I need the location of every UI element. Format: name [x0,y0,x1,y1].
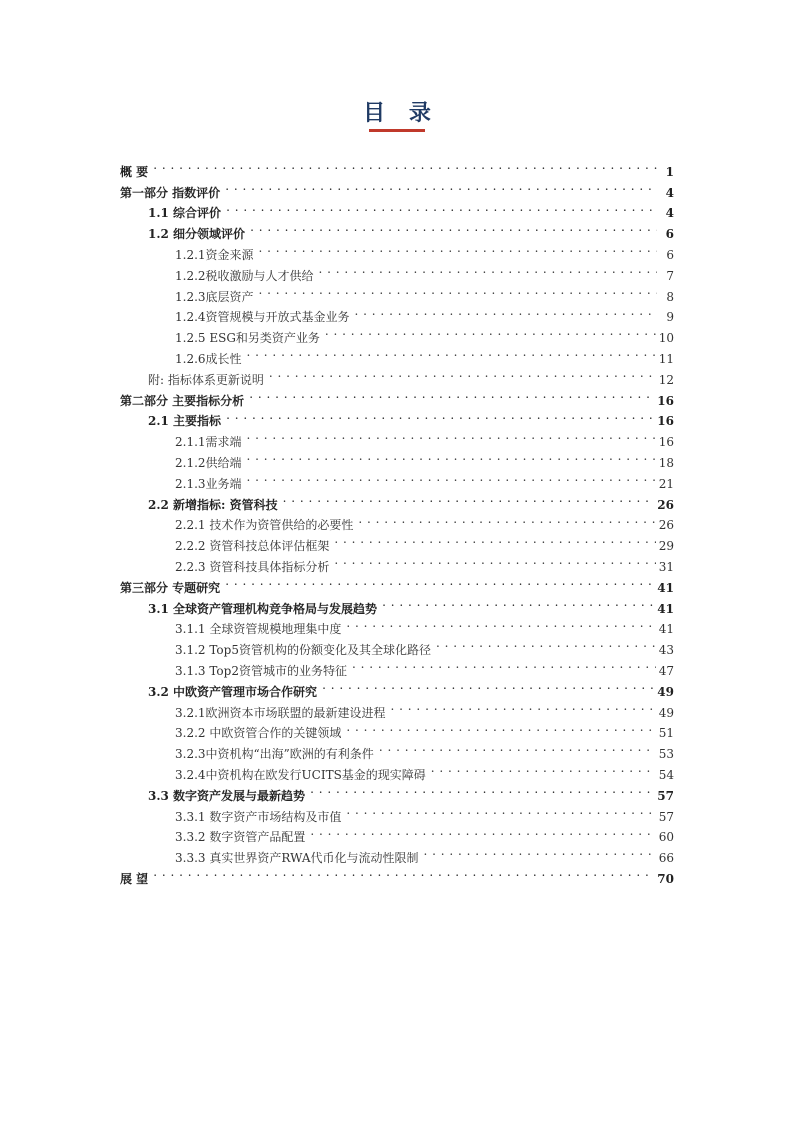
toc-entry-page-number: 6 [665,227,674,242]
toc-dot-leader [153,155,657,176]
toc-entry-label: 1.2.1资金来源 [175,247,254,262]
toc-dot-leader [391,696,656,717]
toc-entry-label: 3.3.3 真实世界资产RWA代币化与流动性限制 [175,851,419,866]
toc-entry-label: 2.2.1 技术作为资管供给的必要性 [175,518,354,533]
toc-dot-leader [226,197,657,218]
toc-dot-leader [250,217,657,238]
toc-dot-leader [225,176,657,197]
toc-entry-page-number: 49 [657,684,674,699]
toc-entry[interactable] [120,862,674,886]
toc-entry[interactable] [120,176,674,200]
title-underline [369,129,425,132]
toc-entry-label: 2.2 新增指标: 资管科技 [148,497,278,512]
toc-entry-page-number: 66 [658,851,674,866]
title-block [0,100,794,132]
toc-entry-page-number: 10 [658,331,674,346]
toc-entry-label: 3.1.1 全球资管规模地理集中度 [175,622,342,637]
toc-dot-leader [269,363,656,384]
toc-entry[interactable] [120,155,674,179]
toc-entry-page-number: 70 [657,871,674,886]
toc-entry-page-number: 4 [665,206,674,221]
toc-entry-page-number: 41 [657,580,674,595]
toc-dot-leader [346,800,655,821]
toc-dot-leader [325,321,656,342]
toc-dot-leader [310,821,655,842]
toc-entry-page-number: 9 [666,310,674,325]
toc-entry-page-number: 8 [666,289,674,304]
toc-entry-page-number: 26 [657,497,674,512]
toc-dot-leader [322,675,654,696]
toc-entry-label: 3.3.1 数字资产市场结构及市值 [175,809,342,824]
toc-entry-page-number: 51 [658,726,674,741]
toc-entry-label: 2.2.2 资管科技总体评估框架 [175,539,330,554]
toc-dot-leader [249,384,654,405]
toc-entry-label: 2.1.1需求端 [175,435,242,450]
toc-dot-leader [319,259,657,280]
toc-entry-label: 1.2.2税收激励与人才供给 [175,268,314,283]
toc-entry-label: 1.2.3底层资产 [175,289,254,304]
toc-dot-leader [247,467,656,488]
toc-entry-label: 3.2.1欧洲资本市场联盟的最新建设进程 [175,705,386,720]
toc-entry-label: 3.2.3中资机构“出海”欧洲的有利条件 [175,747,374,762]
toc-entry-page-number: 53 [658,747,674,762]
toc-entry-label: 3.1.3 Top2资管城市的业务特征 [175,663,347,678]
toc-entry-label: 2.2.3 资管科技具体指标分析 [175,559,330,574]
toc-entry-label: 3.1.2 Top5资管机构的份额变化及其全球化路径 [175,643,431,658]
toc-entry-label: 附: 指标体系更新说明 [148,372,264,387]
toc-entry-label: 3.1 全球资产管理机构竞争格局与发展趋势 [148,601,378,616]
toc-entry-page-number: 11 [658,351,674,366]
toc-entry-label: 3.3 数字资产发展与最新趋势 [148,788,306,803]
toc-entry-label: 3.3.2 数字资管产品配置 [175,830,306,845]
toc-entry-page-number: 41 [658,622,674,637]
table-of-contents [120,155,674,886]
toc-entry-page-number: 26 [658,518,674,533]
toc-entry-label: 1.2 细分领域评价 [148,227,246,242]
toc-entry-page-number: 1 [665,164,674,179]
toc-dot-leader [225,571,654,592]
toc-entry-label: 概 要 [120,164,149,179]
toc-entry-label: 第一部分 指数评价 [120,185,221,200]
toc-entry-label: 展 望 [120,871,149,886]
toc-entry-page-number: 57 [658,809,674,824]
toc-entry-page-number: 12 [658,372,674,387]
toc-dot-leader [346,717,655,738]
toc-dot-leader [283,488,655,509]
toc-dot-leader [259,238,657,259]
toc-dot-leader [247,446,656,467]
toc-entry-label: 2.1.3业务端 [175,476,242,491]
toc-dot-leader [431,758,656,779]
toc-dot-leader [334,550,655,571]
toc-entry-label: 第二部分 主要指标分析 [120,393,245,408]
toc-entry-page-number: 16 [658,435,674,450]
toc-dot-leader [153,862,654,883]
toc-dot-leader [358,509,655,530]
toc-entry-label: 1.2.4资管规模与开放式基金业务 [175,310,350,325]
toc-entry-page-number: 49 [658,705,674,720]
toc-dot-leader [226,405,654,426]
toc-entry-label: 3.2.4中资机构在欧发行UCITS基金的现实障碍 [175,767,426,782]
toc-entry-page-number: 31 [658,559,674,574]
toc-dot-leader [346,613,655,634]
toc-entry-label: 1.2.5 ESG和另类资产业务 [175,331,320,346]
toc-entry-page-number: 21 [658,476,674,491]
toc-dot-leader [259,280,657,301]
toc-entry-label: 2.1 主要指标 [148,414,222,429]
toc-entry-page-number: 4 [665,185,674,200]
toc-dot-leader [247,342,656,363]
toc-entry-page-number: 16 [657,414,674,429]
toc-entry-label: 1.2.6成长性 [175,351,242,366]
toc-dot-leader [334,529,655,550]
toc-entry-page-number: 7 [666,268,674,283]
toc-dot-leader [424,841,656,862]
toc-entry-label: 3.2.2 中欧资管合作的关键领域 [175,726,342,741]
toc-entry-page-number: 16 [657,393,674,408]
toc-entry-page-number: 54 [658,767,674,782]
toc-entry-page-number: 57 [657,788,674,803]
toc-entry-label: 2.1.2供给端 [175,455,242,470]
toc-entry-page-number: 41 [657,601,674,616]
toc-entry-label: 3.2 中欧资产管理市场合作研究 [148,684,318,699]
toc-entry-page-number: 47 [658,663,674,678]
toc-entry-label: 第三部分 专题研究 [120,580,221,595]
toc-entry-page-number: 18 [658,455,674,470]
toc-entry-page-number: 29 [658,539,674,554]
toc-dot-leader [310,779,654,800]
toc-dot-leader [436,633,656,654]
toc-dot-leader [355,301,657,322]
toc-entry-label: 1.1 综合评价 [148,206,222,221]
toc-dot-leader [379,737,656,758]
page-title: 目 录 [363,101,439,126]
toc-dot-leader [352,654,656,675]
toc-dot-leader [247,425,656,446]
toc-dot-leader [382,592,654,613]
toc-entry-page-number: 43 [658,643,674,658]
toc-entry-page-number: 60 [658,830,674,845]
toc-entry-page-number: 6 [666,247,674,262]
